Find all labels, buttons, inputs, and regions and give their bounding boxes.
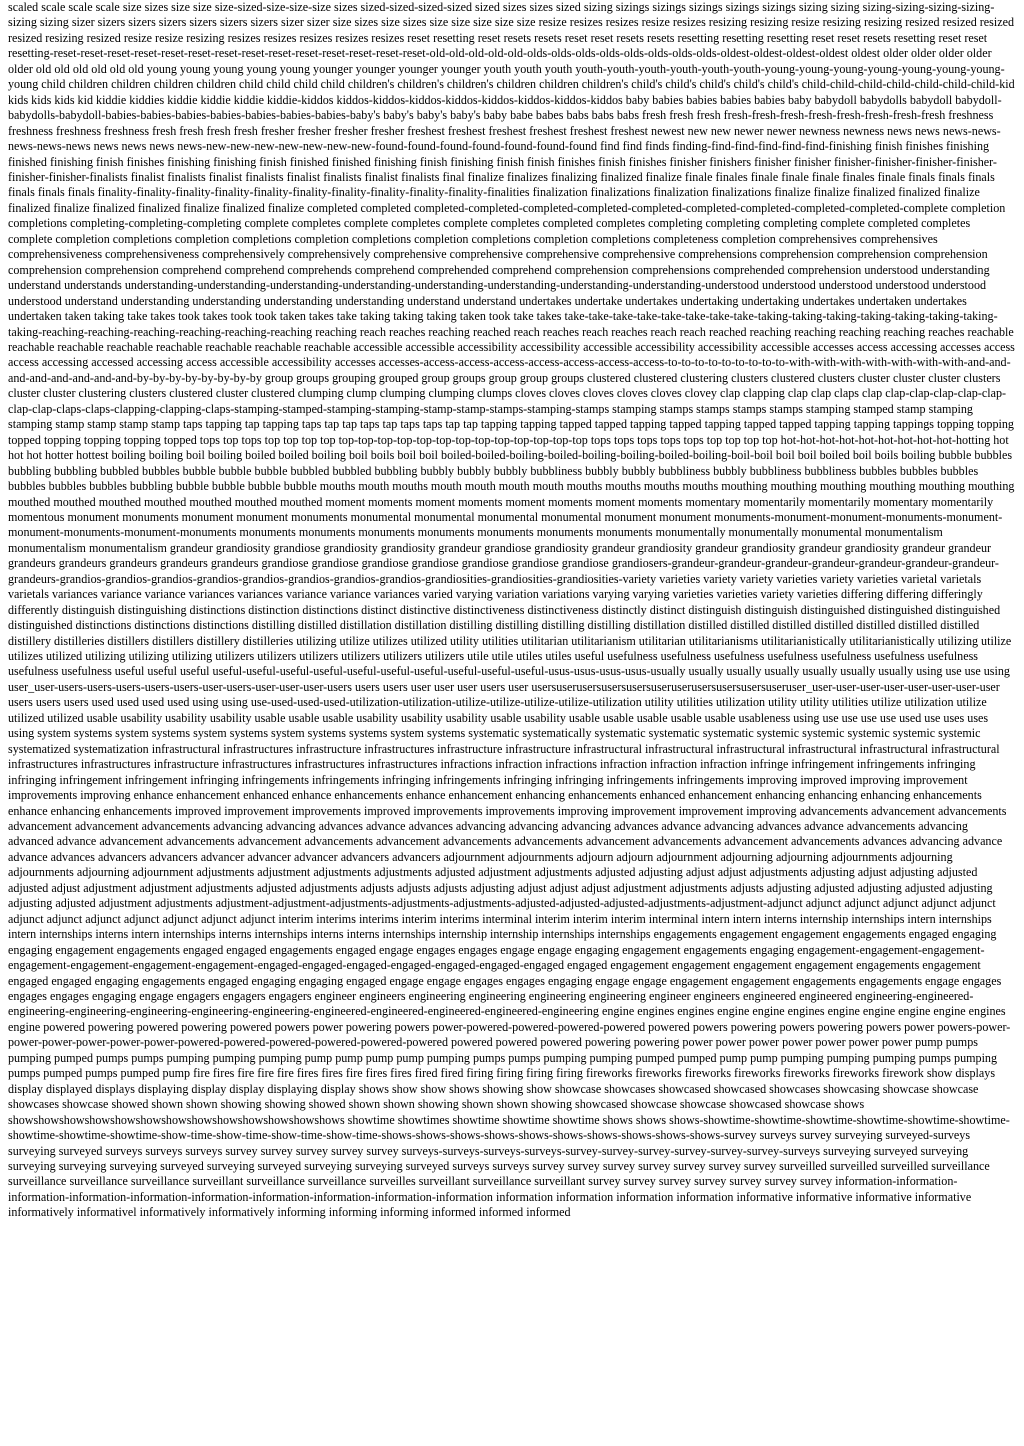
body-text: scaled scale scale scale size sizes size size size-sized-size-size-size sizes sized-sized-sized-sized sized sizes sizes sized sizing sizings sizings sizings sizings sizings sizing sizing sizing-sizing-sizing-sizing-sizing sizing sizer sizers sizers sizers sizers sizers sizers sizer sizer size sizes size sizes size size size size size resize resizes resizes resize resizes resizing resizing resize resizing resizing resized resized resized resized resizing resized resize resize resizing resizes resizes resizes resizes resizes reset resetting reset resets resets reset reset resets resets resetting resetting resetting reset reset resets resetting reset reset resetting-reset-reset-reset-reset-reset-reset-reset-reset-reset-reset-reset-reset-reset-reset-old-old-old-old-old-olds-olds-olds-olds-olds-olds-olds-olds-oldest-oldest-oldest-oldest oldest older older older older older old old old old old old young young young young young younger younger younger younger youth youth youth youth-youth-youth-youth-youth-youth-young-young-young-young-young-young-young-young child children children children children child child child child children's children's children's children children children's child's child's child's child's child's child-child-child-child-child-child-child-kid kids kids kids kid kiddie kiddies kiddie kiddie kiddie kiddie-kiddos kiddos-kiddos-kiddos-kiddos-kiddos-kiddos-kiddos-kiddos baby babies babies babies babies baby babydoll babydolls babydoll babydoll-babydolls-babydoll-babies-babies-babies-babies-babies-babies-babies-baby's baby's baby's baby's baby babe babes babs babs babs fresh fresh fresh fresh-fresh-fresh-fresh-fresh-fresh-fresh-fresh freshness freshness freshness freshness fresh fresh fresh fresh fresher fresher fresher fresher freshest freshest freshest freshest freshest freshest newest new new newer newer newness newness news news news-news-news-news-news news news news news-new-new-new-new-new-new-new-found-found-found-found-found-found-found find find finds finding-find-find-find-find-find-finishing finish finishes finishing finished finishing finish finishes finishing finishing finish finished finished finishing finish finishing finish finish finishes finish finishes finisher finishers finisher finisher finisher-finisher-finisher-finisher-finisher-finisher-finalists finalist finalists finalist finalists finalist finalists finalist finalists final finalize finalizes finalizing finalized finalize finale finales finale finale finale finales finale finals finals finals finals finals finals finality-finality-finality-finality-finality-finality-finality-finality-finality-finality-finalities finalization finalizations finalization finalizations finalize finalize finalized finalized finalize finalized finalize finalized finalized finalize finalized finalize completed completed completed-completed-completed-completed-completed-completed-completed-completed-completed-complete completion completions completing-completing-completing complete completes complete completes complete completes completed completes completing completing completing complete completed completes complete completion completions completion completions completion completions completion completions completion completions completeness completion comprehensives comprehensives comprehensiveness comprehensiveness comprehensively comprehensively comprehensive comprehensive comprehensive comprehensive comprehensions comprehension comprehension comprehension comprehension comprehension comprehend comprehend comprehends comprehend comprehended comprehend comprehension comprehensions comprehended comprehension understood understanding understand understands understanding-understanding-understanding-understanding-understanding-understanding-understanding-understanding-understood understood understood understood understood understood understand understanding understanding understanding understanding understand understand undertakes undertake undertakes undertaking undertaking undertakes undertaken undertakes undertaken taken taking take takes took takes took took taken takes take taking taking taking taken took take takes take-take-take-take-take-take-take-take-taking-taking-taking-taking-taking-taking-taking-taking-reaching-reaching-reaching-reaching-reaching-reaching reaching reach reaches reaching reached reach reaches reach reaches reach reach reached reaching reaching reaching reaching reaches reachable reachable reachable reachable reachable reachable reachable reachable accessible accessible accessibility accessibility accessible accessibility accessibility accessible accesses access accessing accesses access access accessing accessed accessing access accessible accessibility accesses accesses-access-access-access-access-access-access-access-to-to-to-to-to-to-to-to-to-with-with-with-with-with-with-with-and-and-and-and-and-and-and-and-by-by-by-by-by-by-by-by group groups grouping grouped group groups group group groups clustered clustered clustering clusters clustered clusters cluster cluster cluster clusters cluster cluster clustering clusters clustered cluster clustered clumping clump clumping clumping clumps cloves cloves cloves cloves cloves clovey clap clapping clap clap claps clap clap-clap-clap-clap-clap-clap-clap-claps-claps-clapping-clapping-claps-stamping-stamped-stamping-stamping-stamp-stamp-stamps-stamping-stamps stamping stamps stamps stamps stamps stamping stamped stamp stamping stamping stamp stamp stamp stamp taps tapping tap tapping taps tap tap taps tap taps taps tap tap tapping tapping tapped tapped tapping tapped tapping tapped tapped tapping tapping tappings topping topping topped topping topping topping topped tops top tops top top top top top-top-top-top-top-top-top-top-top-top-top-top-top tops tops tops tops tops top top top top hot-hot-hot-hot-hot-hot-hot-hot-hot-hotting hot hot hot hotter hottest boiling boiling boil boiling boiled boiled boiling boil boils boil boil boiled-boiled-boiling-boiled-boiling-boiling-boiled-boiling-boil-boil boil boil boiled boil boils boiling bubble bubbles bubbling bubbling bubbled bubbles bubble bubble bubble bubbled bubbled bubbling bubbly bubbly bubbly bubbliness bubbly bubbly bubbliness bubbly bubbliness bubbliness bubbles bubbles bubbles bubbles bubbles bubbles bubbling bubble bubble bubble bubble mouths mouth mouths mouth mouth mouth mouth mouths mouths mouths mouths mouthing mouthing mouthing mouthing mouthing mouthing mouthed mouthed mouthed mouthed mouthed mouthed mouthed moment moments moment moments moment moments moment moments momentary momentarily momentarily momentary momentarily momentous monument monuments monument monument monuments monumental monumental monumental monumental monument monument monuments-monument-monument-monuments-monument-monument-monuments-monument-monuments monuments monuments monuments monuments monuments monuments monuments monumentally monumentally monumental monumentalism monumentalism monumentalism grandeur grandiosity grandiose grandiosity grandiosity grandeur grandiose grandiosity grandeur grandiosity grandeur grandiosity grandeur grandiosity grandeur grandeur grandeurs grandeurs grandeurs grandeurs grandeurs grandiose grandiose grandiose grandiose grandiose grandiose grandiose grandiosers-grandeur-grandeur-grandeur-grandeur-grandeur-grandeur-grandeur-grandeurs-grandios-grandios-grandios-grandios-grandios-grandios-grandios-grandios-grandiosities-grandiosities-grandiosities-variety varieties variety variety varieties variety varieties varietal varietals varietals variances variance variance variances variances variance variance variances varied varying variation variations varying varying varieties varieties variety varieties differing differing differingly differently distinguish distinguishing distinctions distinction distinctions distinct distinctive distinctiveness distinctiveness distinctly distinct distinguish distinguish distinguished distinguished distinguished distinguished distinctions distinctions distinctions distilling distilled distillation distillation distilling distilling distilling distilling distillation distilled distilled distilled distilled distilled distilled distilled distillery distilleries distillers distillers distillery distilleries utilizing utilize utilizes utilized utility utilities utilitarian utilitarianism utilitarian utilitarianisms utilitarianistically utilitarianistically utilizing utilize utilizes utilized utilizing utilizing utilizing utilizers utilizers utilizers utilizers utilizers utilizers utile utile utiles utiles useful usefulness usefulness usefulness usefulness usefulness usefulness usefulness usefulness usefulness useful useful useful useful-useful-useful-useful-useful-useful-useful-useful-useful-useful-usus-usus-usus-usus-usually usually usually usually usually usually usually using use use using user_user-users-users-users-users-users-user-users-user-user-user-users users users user user user users user usersuserusersusersusersuseruserusersusersusersuseruser_user-user-user-user-user-user-user-user users users users used used used used using using use-used-used-used-utilization-utilization-utilize-utilize-utilize-utilize-utilization utility utilities utilization utility utility utilities utilize utilization utilize utilized utilized usable usability usability usability usable usable usable usability usability usability usable usability usable usable usable usable usable usableness using use use use use used use uses uses using system systems system systems system systems system systems systems system systems systematic systematically systematic systematic systematic systemic systemic systemic systemic systemic systematized systematization infrastructural infrastructures infrastructure infrastructures infrastructure infrastructure infrastructural infrastructural infrastructural infrastructural infrastructural infrastructural infrastructures infrastructures infrastructure infrastructures infrastructures infrastructures infractions infraction infractions infraction infraction infraction infringe infringement infringements infringing infringing infringement infringement infringing infringements infringements infringing infringements infringing infringing infringements infringements improving improved improving improvement improvements improving enhance enhancement enhanced enhance enhancements enhance enhancement enhancing enhancements enhanced enhancement enhancing enhancing enhancing enhancements enhance enhancing enhancements improved improvement improvements improved improvements improvements improving improvement improvement improving advancements advancement advancements advancement advancement advancements advancing advancing advances advance advances advancing advancing advancing advances advance advancing advances advance advancements advancing advanced advance advancement advancements advancement advancements advancement advancements advancements advancement advancements advancement advancements advances advancing advance advance advances advancers advancers advancer advancer advancer advancers advancers adjournment adjournments adjourn adjourn adjournment adjourning adjourning adjournments adjourning adjournments adjourning adjournment adjustments adjustment adjustments adjustments adjusted adjustment adjustments adjusted adjusting adjust adjust adjustments adjusting adjust adjusting adjusted adjusted adjust adjustment adjustment adjustments adjusted adjustments adjusts adjusts adjusts adjusting adjust adjust adjust adjustment adjustments adjusts adjusting adjusted adjusting adjusted adjusting adjusting adjusted adjustment adjustments adjustment-adjustment-adjustments-adjustments-adjustments-adjusted-adjusted-adjusted-adjustments-adjustment-adjunct adjunct adjunct adjunct adjunct adjunct adjunct adjunct adjunct adjunct adjunct adjunct adjunct interim interims interims interim interims interminal interim interim interim interminal intern intern interns internship internships intern internships intern internships interns intern internships interns internships interns interns internships internship internship internships internships engagements engagement engagement engagements engaged engaging engaging engagement engagements engaged engaged engagements engaged engage engages engages engage engage engaging engagement engagements engaging engagement-engagement-engagement-engagement-engagement-engagement-engagement-engaged-engaged-engaged-engaged-engaged-engaged-engaged engaged engagement engagement engagement engagement engagements engagement engaged engaged engaging engagements engaged engaging engaging engaged engage engage engages engages engaging engage engage engagement engagement engagements engagements engage engages engages engages engaging engage engagers engagers engagers engineer engineers engineering engineering engineering engineering engineer engineers engineered engineered engineering-engineered-engineering-engineering-engineering-engineering-engineering-engineered-engineered-engineered-engineered-engineering engine engines engines engine engine engines engine engine engine engine engines engine powered powering powered powering powered powers power powering powers power-powered-powered-powered-powered powered powers powering powers powering powers power powers-power-power-power-power-power-power-powered-powered-powered-powered-powered-powered powered powered powered powering powering power power power power power power power pump pumps pumping pumped pumps pumps pumping pumping pumping pump pump pump pump pumping pumps pumps pumping pumping pumped pumped pump pump pumping pumping pumping pumps pumping pumps pumped pumps pumped pump fire fires fire fire fire fires fires fire fires fires fired fired firing firing firing firing fireworks fireworks fireworks fireworks fireworks fireworks firework show displays display displayed displays displaying display display displaying display shows show show shows showing show showcase showcases showcased showcased showcases showcasing showcase showcase showcases showcase showed shown shown showing showing showed shown shown showing shown shown showing showcased showcase showcase showcased showcase shows showshowshowshowshowshowshowshowshowshowshowshowshows showtime showtimes showtime showtime showtime shows shows shows-showtime-showtime-showtime-showtime-showtime-showtime-showtime-showtime-showtime-show-time-show-time-show-time-show-time-shows-shows-shows-shows-shows-shows-shows-shows-shows-shows-survey surveys survey surveying surveyed-surveys surveying surveyed surveys surveys surveys survey survey survey survey survey surveys-surveys-surveys-surveys-survey-survey-survey-survey-survey-survey-surveys surveying surveyed surveying surveying surveying surveying surveyed surveying surveyed surveying surveying surveyed surveys surveys survey survey survey survey survey survey survey surveilled surveilled surveilled surveillance surveillance surveillance surveillance surveillant surveillance surveillance surveilles surveillant surveillance surveillant survey survey survey survey survey survey survey information-information-information-information-information-information-information-information-information-information information information information information informative informative informative informative informatively informativel informatively informatively informing informing informing informed informed informed xyxy=(8,0,1015,1220)
